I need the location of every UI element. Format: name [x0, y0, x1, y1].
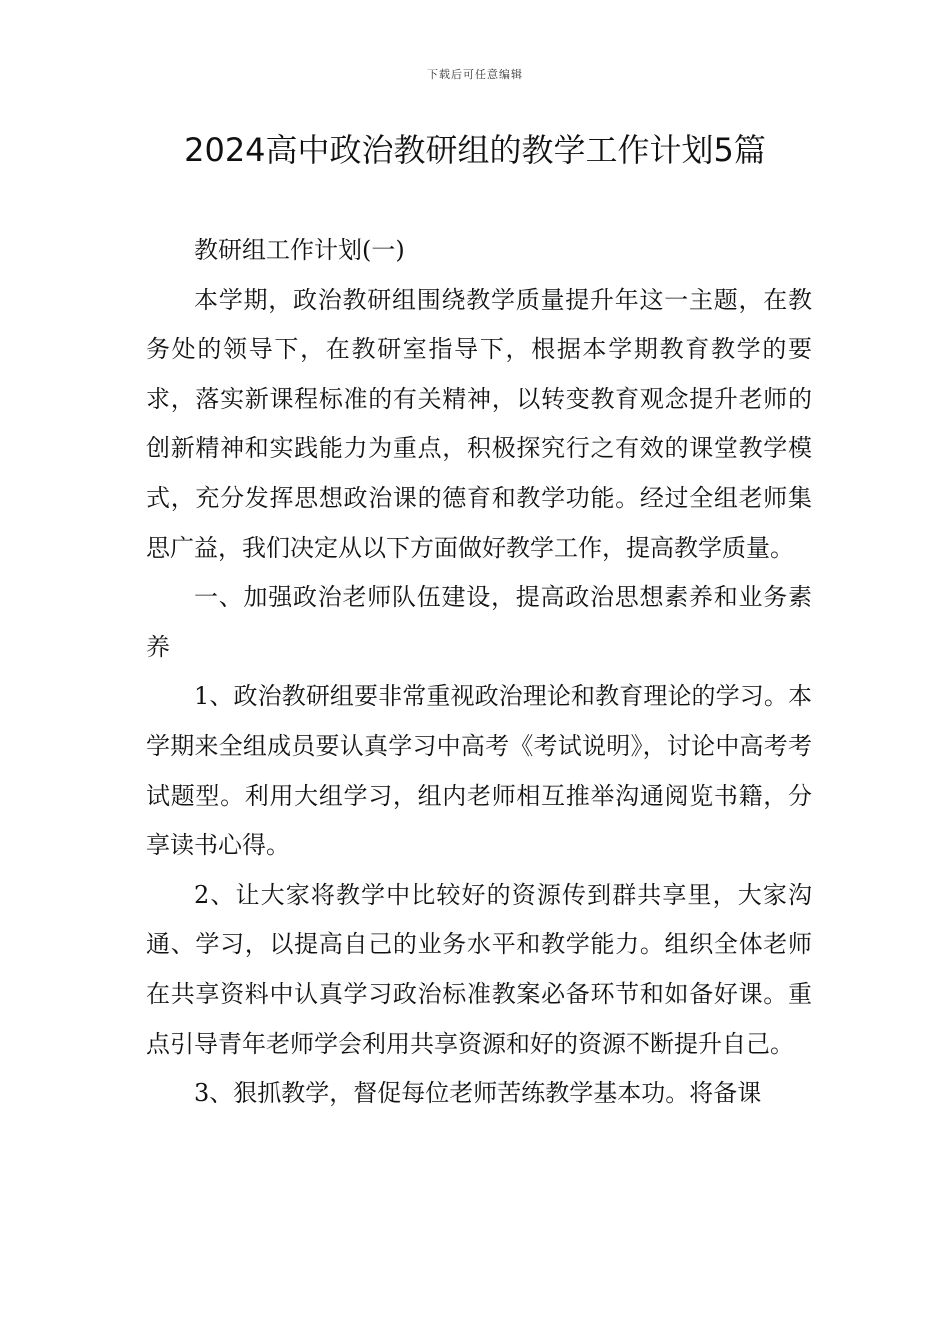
- section-heading: 教研组工作计划(一): [194, 236, 405, 264]
- paragraph-item-3: 3、狠抓教学，督促每位老师苦练教学基本功。将备课: [194, 1079, 762, 1108]
- paragraph-item-2: 2、让大家将教学中比较好的资源传到群共享里，大家沟通、学习，以提高自己的业务水平和教学能力。组织全体老师在共享资料中认真学习政治标准教案必备环节和如备好课。重点引导青年老师学会利用共享资源和好的资源不断提升自己。: [146, 880, 812, 1058]
- header-note: 下载后可任意编辑: [427, 68, 523, 81]
- paragraph-item-1: 1、政治教研组要非常重视政治理论和教育理论的学习。本学期来全组成员要认真学习中高考《考试说明》，讨论中高考考试题型。利用大组学习，组内老师相互推举沟通阅览书籍，分享读书心得。: [146, 682, 812, 860]
- page-title: 2024高中政治教研组的教学工作计划5篇: [184, 131, 766, 169]
- paragraph-heading-one: 一、加强政治老师队伍建设，提高政治思想素养和业务素养: [146, 583, 812, 661]
- paragraph-intro: 本学期，政治教研组围绕教学质量提升年这一主题，在教务处的领导下，在教研室指导下，根据本学期教育教学的要求，落实新课程标准的有关精神，以转变教育观念提升老师的创新精神和实践能力为重点，积极探究行之有效的课堂教学模式，充分发挥思想政治课的德育和教学功能。经过全组老师集思广益，我们决定从以下方面做好教学工作，提高教学质量。: [146, 285, 812, 562]
- document-body: [146, 226, 812, 1119]
